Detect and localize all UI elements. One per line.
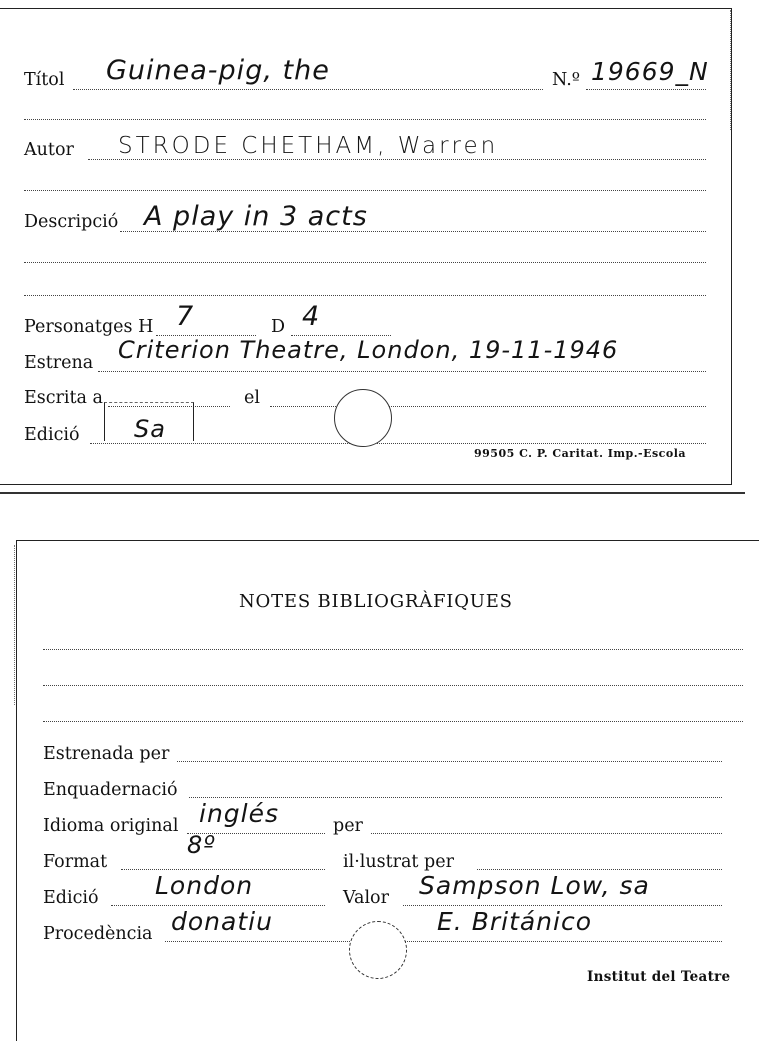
front-catalog-card <box>0 8 732 485</box>
back-catalog-card <box>16 540 759 1041</box>
card-separator-line <box>0 492 745 494</box>
number-dotted-line <box>586 89 706 90</box>
by-label: per <box>333 816 363 836</box>
by-dotted-line <box>371 833 722 834</box>
provenance-value: donatiu <box>171 907 273 936</box>
author-value: STRODE CHETHAM, Warren <box>118 133 499 159</box>
provenance-dotted-line <box>165 941 722 942</box>
provenance-value-2: E. Británico <box>437 907 593 936</box>
notes-line-2 <box>43 685 743 686</box>
author-dotted-line <box>88 159 706 160</box>
characters-d-value: 4 <box>302 301 321 332</box>
premiere-value: Criterion Theatre, London, 19-11-1946 <box>118 336 619 364</box>
written-label: Escrita a <box>24 388 103 408</box>
characters-h-value: 7 <box>176 301 195 332</box>
title-continuation-line <box>24 119 706 120</box>
scan-edge-noise-left <box>4 545 15 705</box>
title-value: Guinea-pig, the <box>106 55 330 86</box>
original-language-value: inglés <box>199 799 280 828</box>
format-label: Format <box>43 852 108 872</box>
description-continuation-line-2 <box>24 295 706 296</box>
notes-line-3 <box>43 721 743 722</box>
premiered-by-label: Estrenada per <box>43 744 170 764</box>
characters-d-label: D <box>271 317 286 337</box>
illustrated-label: il·lustrat per <box>343 852 454 872</box>
provenance-label: Procedència <box>43 924 153 944</box>
format-value: 8º <box>187 831 216 859</box>
edition-value: Sa <box>134 415 166 443</box>
title-label: Títol <box>24 70 65 90</box>
back-edition-label: Edició <box>43 888 99 908</box>
description-value: A play in 3 acts <box>144 201 368 232</box>
description-continuation-line-1 <box>24 262 706 263</box>
edition-label: Edició <box>24 425 80 445</box>
institute-imprint: Institut del Teatre <box>587 969 731 985</box>
value-label: Valor <box>343 888 389 908</box>
written-el-label: el <box>244 388 260 408</box>
format-dotted-line <box>121 869 325 870</box>
binding-label: Enquadernació <box>43 780 178 800</box>
characters-label: Personatges H <box>24 317 154 337</box>
premiered-by-dotted-line <box>177 761 722 762</box>
description-label: Descripció <box>24 212 119 232</box>
premiere-dotted-line <box>98 371 706 372</box>
original-language-label: Idioma original <box>43 816 179 836</box>
binding-dotted-line <box>189 797 722 798</box>
notes-heading: NOTES BIBLIOGRÀFIQUES <box>239 591 513 612</box>
edition-dotted-line <box>90 443 706 444</box>
punched-hole <box>349 921 407 979</box>
title-dotted-line <box>73 89 543 90</box>
scan-edge-noise <box>730 10 749 130</box>
illustrated-dotted-line <box>477 869 722 870</box>
author-label: Autor <box>24 140 74 160</box>
value-value: Sampson Low, sa <box>419 871 650 900</box>
printer-imprint: 99505 C. P. Caritat. Imp.-Escola <box>474 447 687 460</box>
value-dotted-line <box>403 905 722 906</box>
back-edition-dotted-line <box>111 905 325 906</box>
notes-line-1 <box>43 649 743 650</box>
premiere-label: Estrena <box>24 353 94 373</box>
punched-hole <box>334 389 392 447</box>
author-continuation-line <box>24 190 706 191</box>
number-label: N.º <box>552 70 580 90</box>
number-value: 19669_N <box>591 57 709 86</box>
back-edition-value: London <box>155 871 254 900</box>
